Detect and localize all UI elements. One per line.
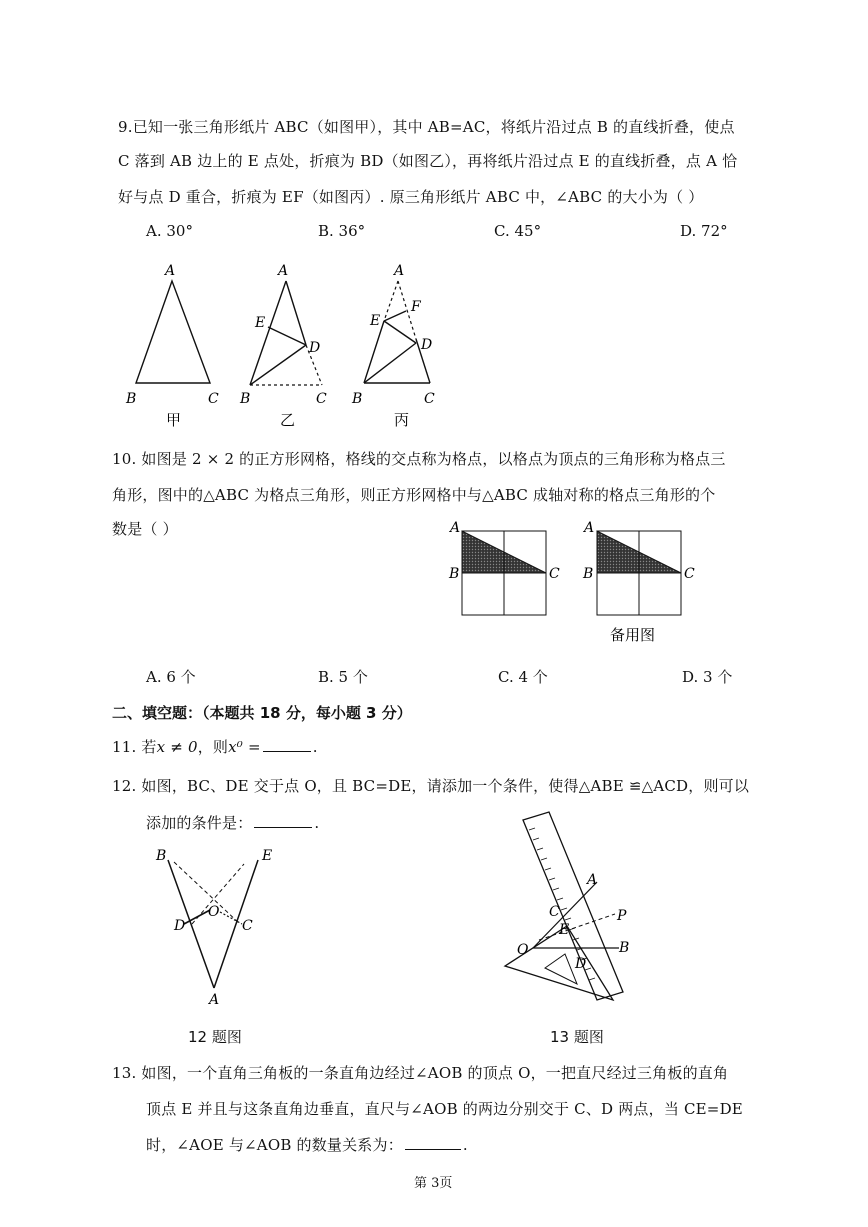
q9-line-3: 好与点 D 重合，折痕为 EF（如图丙）. 原三角形纸片 ABC 中，∠ABC 的大小为（ ） (118, 188, 704, 206)
q13-line-1: 13. 如图，一个直角三角板的一条直角边经过∠AOB 的顶点 O，一把直尺经过三角板的直角 (112, 1064, 729, 1082)
q13-caption: 13 题图 (550, 1028, 604, 1046)
q9-bing-label-c: C (424, 391, 435, 407)
q12-figure (140, 840, 340, 1010)
q10-option-d[interactable]: D. 3 个 (682, 668, 733, 686)
q13-line-2: 顶点 E 并且与这条直角边垂直，直尺与∠AOB 的两边分别交于 C、D 两点，当 CE=DE (146, 1100, 743, 1118)
q13-label-a: A (587, 872, 598, 888)
q13-answer-blank[interactable] (405, 1148, 461, 1150)
q9-yi-label-b: B (240, 391, 251, 407)
q13-line-3 (146, 1134, 468, 1155)
q12-label-b: B (156, 848, 167, 864)
q10-line-2: 角形，图中的△ABC 为格点三角形，则正方形网格中与△ABC 成轴对称的格点三角形的个 (112, 486, 716, 504)
section-2-title: 二、填空题：（本题共 18 分，每小题 3 分） (112, 704, 412, 722)
q9-figure-bing (351, 263, 435, 429)
q9-line-2: C 落到 AB 边上的 E 点处，折痕为 BD（如图乙），再将纸片沿过点 E 的直线折叠，点 A 恰 (118, 152, 738, 170)
q10-option-c[interactable]: C. 4 个 (498, 668, 548, 686)
q11-suffix: . (312, 738, 318, 756)
q10-spare-caption: 备用图 (610, 626, 656, 644)
q10-spare-label-b: B (583, 566, 594, 582)
q9-yi-label-a: A (278, 263, 289, 279)
q12-label-d: D (174, 918, 186, 934)
q13-label-p: P (617, 908, 627, 924)
q12-label-o: O (208, 904, 220, 920)
q10-label-b: B (449, 566, 460, 582)
q11-line (112, 736, 318, 757)
q9-bing-label-a: A (394, 263, 405, 279)
q11-expression: x⁰ = (228, 738, 261, 756)
q12-line-2-prefix: 添加的条件是： (146, 814, 253, 832)
q13-label-d: D (575, 956, 587, 972)
q10-option-a[interactable]: A. 6 个 (146, 668, 196, 686)
q12-caption: 12 题图 (188, 1028, 242, 1046)
q13-label-c: C (549, 904, 560, 920)
q12-line-2-suffix: . (314, 814, 320, 832)
q11-prefix: 11. 若 (112, 738, 157, 756)
q10-label-c: C (549, 566, 560, 582)
q11-mid: ，则 (197, 738, 229, 756)
q9-caption-jia: 甲 (166, 411, 182, 429)
q9-bing-label-b: B (352, 391, 363, 407)
q12-label-a: A (209, 992, 220, 1008)
q9-bing-label-d: D (421, 337, 433, 353)
q9-yi-label-e: E (255, 315, 266, 331)
q9-yi-label-c: C (316, 391, 327, 407)
q10-spare-label-a: A (584, 520, 595, 536)
q9-option-a[interactable]: A. 30° (146, 222, 193, 240)
q13-line-3-suffix: . (462, 1136, 468, 1154)
q13-figure (495, 808, 695, 1008)
q9-caption-bing: 丙 (394, 411, 410, 429)
q13-label-o: O (517, 942, 529, 958)
q10-label-a: A (450, 520, 461, 536)
q9-option-b[interactable]: B. 36° (318, 222, 366, 240)
q10-spare-label-c: C (684, 566, 695, 582)
q12-line-1: 12. 如图，BC、DE 交于点 O，且 BC=DE，请添加一个条件，使得△ABE ≌△ACD，则可以 (112, 777, 750, 795)
q9-option-d[interactable]: D. 72° (680, 222, 728, 240)
q10-option-b[interactable]: B. 5 个 (318, 668, 368, 686)
q12-label-e: E (262, 848, 273, 864)
q11-answer-blank[interactable] (263, 750, 311, 752)
q9-figure-jia (125, 263, 219, 429)
q9-yi-label-d: D (309, 340, 321, 356)
q12-label-c: C (242, 918, 253, 934)
q9-bing-label-f: F (411, 299, 421, 315)
q9-option-c[interactable]: C. 45° (494, 222, 542, 240)
q9-jia-label-b: B (126, 391, 137, 407)
q9-caption-yi: 乙 (280, 411, 296, 429)
q9-jia-label-c: C (208, 391, 219, 407)
q10-line-1: 10. 如图是 2 × 2 的正方形网格，格线的交点称为格点，以格点为顶点的三角形称为格点三 (112, 450, 726, 468)
q12-line-2 (146, 812, 319, 833)
q9-figure-yi (239, 263, 327, 429)
q11-condition: x ≠ 0 (156, 738, 198, 756)
q13-label-e: E (559, 922, 570, 938)
q9-figures (0, 255, 868, 435)
q12-answer-blank[interactable] (254, 826, 312, 828)
q9-jia-label-a: A (165, 263, 176, 279)
q10-line-3: 数是（ ） (112, 520, 178, 538)
q13-label-b: B (619, 940, 630, 956)
q10-grid-spare (582, 520, 695, 644)
q9-bing-label-e: E (370, 313, 381, 329)
q10-grid-main (448, 520, 560, 615)
page-number: 第 3页 (414, 1176, 453, 1191)
q13-line-3-prefix: 时，∠AOE 与∠AOB 的数量关系为： (146, 1136, 403, 1154)
q10-figures (0, 515, 868, 665)
q9-line-1: 9.已知一张三角形纸片 ABC（如图甲），其中 AB=AC，将纸片沿过点 B 的直线折叠，使点 (118, 118, 735, 136)
